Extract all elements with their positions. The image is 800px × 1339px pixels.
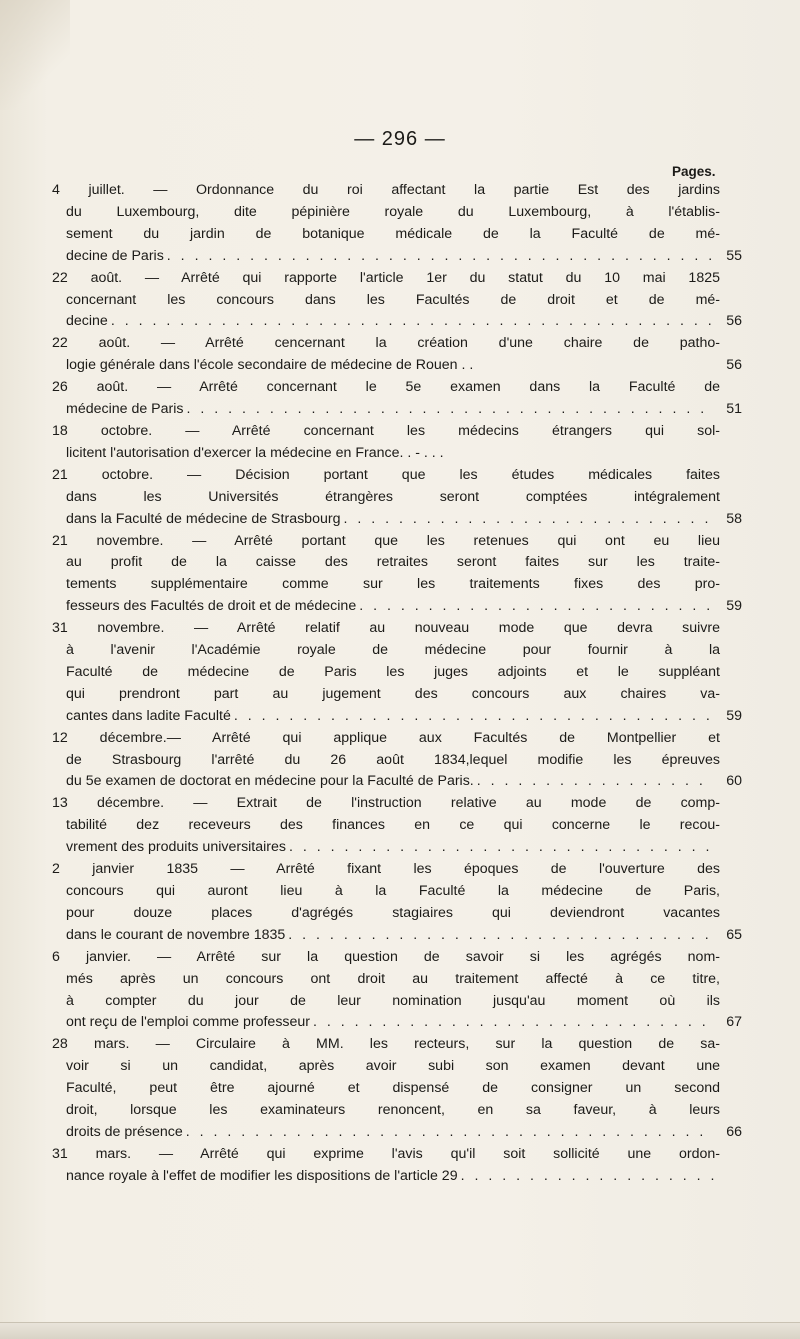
entry-text: droit, lorsque les examinateurs renoncent, en sa faveur, à leurs xyxy=(66,1102,720,1119)
entry-continuation-line xyxy=(52,750,742,772)
entry-continuation-line xyxy=(52,202,742,224)
page-bottom-edge xyxy=(0,1322,800,1339)
toc-entry xyxy=(52,180,742,268)
dot-leader xyxy=(477,771,714,793)
entry-page-number xyxy=(720,443,742,465)
dot-leader xyxy=(313,1012,714,1034)
pages-column-label: Pages. xyxy=(672,164,716,179)
entry-text: 2 janvier 1835 — Arrêté fixant les époques de l'ouverture des xyxy=(52,861,720,878)
dot-leader xyxy=(359,596,714,618)
entry-text: 26 août. — Arrêté concernant le 5e examen dans la Faculté de xyxy=(52,379,720,396)
dot-leader xyxy=(167,246,714,268)
entry-text: 13 décembre. — Extrait de l'instruction relative au mode de comp- xyxy=(52,795,720,812)
toc-entry xyxy=(52,421,742,465)
entry-text: qui prendront part au jugement des concours aux chaires va- xyxy=(66,685,720,702)
entry-text: més après un concours ont droit au traitement affecté à ce titre, xyxy=(66,970,720,987)
entry-continuation-line xyxy=(52,640,742,662)
page-number: — 296 — xyxy=(354,128,446,150)
entry-page-number: 59 xyxy=(726,598,742,615)
entry-first-line xyxy=(52,1144,742,1166)
entry-continuation-line xyxy=(52,443,742,465)
entry-continuation-line xyxy=(52,991,742,1013)
entry-first-line xyxy=(52,465,742,487)
entry-text: ont reçu de l'emploi comme professeur xyxy=(66,1014,311,1031)
entry-continuation-line xyxy=(52,1122,742,1144)
entry-continuation-line xyxy=(52,684,742,706)
entry-continuation-line xyxy=(52,290,742,312)
toc-entry xyxy=(52,947,742,1035)
entry-page-number: 56 xyxy=(726,313,742,330)
entry-continuation-line xyxy=(52,969,742,991)
entry-text: pour douze places d'agrégés stagiaires qui deviendront vacantes xyxy=(66,904,720,921)
entry-page-number xyxy=(720,837,742,859)
toc-entry xyxy=(52,1034,742,1144)
entry-first-line xyxy=(52,421,742,443)
table-of-contents xyxy=(52,180,742,1188)
dot-leader xyxy=(187,399,714,421)
entry-text: à compter du jour de leur nomination jusqu'au moment où ils xyxy=(66,992,720,1009)
entry-first-line xyxy=(52,618,742,640)
entry-text: dans le courant de novembre 1835 xyxy=(66,926,286,943)
entry-text: 31 mars. — Arrêté qui exprime l'avis qu'il soit sollicité une ordon- xyxy=(52,1145,720,1162)
dot-leader xyxy=(234,706,714,728)
entry-text: 21 octobre. — Décision portant que les études médicales faites xyxy=(52,466,720,483)
entry-continuation-line xyxy=(52,1078,742,1100)
toc-entry xyxy=(52,377,742,421)
toc-entry xyxy=(52,618,742,728)
entry-text: dans la Faculté de médecine de Strasbourg xyxy=(66,510,341,527)
entry-text: concours qui auront lieu à la Faculté la médecine de Paris, xyxy=(66,883,720,899)
entry-first-line xyxy=(52,268,742,290)
dot-leader xyxy=(289,837,714,859)
entry-text: decine de Paris xyxy=(66,247,164,264)
entry-text: 22 août. — Arrêté cencernant la création d'une chaire de patho- xyxy=(52,335,720,352)
entry-text: 12 décembre.— Arrêté qui applique aux Facultés de Montpellier et xyxy=(52,729,720,746)
entry-text: cantes dans ladite Faculté xyxy=(66,707,231,724)
toc-entry xyxy=(52,728,742,794)
entry-page-number xyxy=(720,1166,742,1188)
entry-text: 21 novembre. — Arrêté portant que les retenues qui ont eu lieu xyxy=(52,532,720,549)
entry-text: 4 juillet. — Ordonnance du roi affectant la partie Est des jardins xyxy=(52,182,720,198)
entry-page-number: 59 xyxy=(726,707,742,724)
entry-page-number: 67 xyxy=(726,1014,742,1031)
page-edge-shadow xyxy=(0,0,70,110)
entry-continuation-line xyxy=(52,706,742,728)
entry-first-line xyxy=(52,793,742,815)
entry-text: voir si un candidat, après avoir subi son examen devant une xyxy=(66,1058,720,1075)
dot-leader xyxy=(111,311,714,333)
entry-continuation-line xyxy=(52,1100,742,1122)
entry-continuation-line xyxy=(52,1012,742,1034)
entry-continuation-line xyxy=(52,662,742,684)
entry-text: à l'avenir l'Académie royale de médecine pour fournir à la xyxy=(66,642,720,659)
entry-first-line xyxy=(52,947,742,969)
toc-entry xyxy=(52,465,742,531)
toc-entry xyxy=(52,793,742,859)
entry-text: médecine de Paris xyxy=(66,401,184,418)
dot-leader xyxy=(288,925,714,947)
entry-text: concernant les concours dans les Facultés de droit et de mé- xyxy=(66,291,720,308)
entry-first-line xyxy=(52,859,742,881)
entry-continuation-line xyxy=(52,224,742,246)
dot-leader xyxy=(186,1122,714,1144)
entry-text: tements supplémentaire comme sur les traitements fixes des pro- xyxy=(66,576,720,593)
toc-entry xyxy=(52,268,742,334)
entry-text: tabilité dez receveurs des finances en ce qui concerne le recou- xyxy=(66,817,720,834)
entry-page-number: 65 xyxy=(726,926,742,943)
dot-leader xyxy=(343,509,714,531)
entry-text: du 5e examen de doctorat en médecine pour la Faculté de Paris. xyxy=(66,773,474,790)
toc-entry xyxy=(52,333,742,377)
entry-continuation-line xyxy=(52,1166,742,1188)
entry-continuation-line xyxy=(52,509,742,531)
entry-text: 22 août. — Arrêté qui rapporte l'article 1er du statut du 10 mai 1825 xyxy=(52,269,720,286)
entry-text: Faculté, peut être ajourné et dispensé de consigner un second xyxy=(66,1080,720,1097)
entry-first-line xyxy=(52,377,742,399)
entry-text: nance royale à l'effet de modifier les dispositions de l'article 29 xyxy=(66,1167,458,1184)
entry-text: 31 novembre. — Arrêté relatif au nouveau mode que devra suivre xyxy=(52,620,720,637)
entry-page-number: 60 xyxy=(726,773,742,790)
entry-continuation-line xyxy=(52,596,742,618)
entry-text: dans les Universités étrangères seront comptées intégralement xyxy=(66,488,720,505)
entry-text: fesseurs des Facultés de droit et de médecine xyxy=(66,598,357,615)
dot-leader xyxy=(461,1166,714,1188)
entry-page-number: 56 xyxy=(726,357,742,374)
toc-entry xyxy=(52,859,742,947)
entry-text: droits de présence xyxy=(66,1123,183,1140)
entry-continuation-line xyxy=(52,246,742,268)
entry-continuation-line xyxy=(52,881,742,903)
entry-continuation-line xyxy=(52,487,742,509)
entry-text: vrement des produits universitaires xyxy=(66,839,287,856)
entry-continuation-line xyxy=(52,311,742,333)
entry-continuation-line xyxy=(52,574,742,596)
entry-continuation-line xyxy=(52,771,742,793)
entry-text: sement du jardin de botanique médicale de la Faculté de mé- xyxy=(66,225,720,242)
entry-text: licitent l'autorisation d'exercer la médecine en France. . - . . . xyxy=(66,444,444,461)
entry-continuation-line xyxy=(52,925,742,947)
entry-page-number: 55 xyxy=(726,247,742,264)
toc-entry xyxy=(52,531,742,619)
entry-continuation-line xyxy=(52,903,742,925)
entry-first-line xyxy=(52,333,742,355)
entry-text: logie générale dans l'école secondaire de médecine de Rouen . . xyxy=(66,357,474,374)
entry-continuation-line xyxy=(52,815,742,837)
entry-first-line xyxy=(52,180,742,202)
entry-text: 28 mars. — Circulaire à MM. les recteurs, sur la question de sa- xyxy=(52,1036,720,1053)
toc-entry xyxy=(52,1144,742,1188)
entry-first-line xyxy=(52,531,742,553)
entry-text: decine xyxy=(66,313,108,330)
entry-text: Faculté de médecine de Paris les juges adjoints et le suppléant xyxy=(66,663,720,680)
entry-continuation-line xyxy=(52,552,742,574)
entry-text: au profit de la caisse des retraites seront faites sur les traite- xyxy=(66,554,720,571)
entry-continuation-line xyxy=(52,355,742,377)
entry-continuation-line xyxy=(52,837,742,859)
entry-continuation-line xyxy=(52,1056,742,1078)
entry-page-number: 51 xyxy=(726,401,742,418)
entry-page-number: 58 xyxy=(726,510,742,527)
entry-text: de Strasbourg l'arrêté du 26 août 1834,lequel modifie les épreuves xyxy=(66,751,720,768)
entry-page-number: 66 xyxy=(726,1123,742,1140)
entry-text: 18 octobre. — Arrêté concernant les médecins étrangers qui sol- xyxy=(52,422,720,439)
entry-text: 6 janvier. — Arrêté sur la question de savoir si les agrégés nom- xyxy=(52,948,720,965)
entry-continuation-line xyxy=(52,399,742,421)
entry-first-line xyxy=(52,728,742,750)
entry-text: du Luxembourg, dite pépinière royale du Luxembourg, à l'établis- xyxy=(66,203,720,220)
entry-first-line xyxy=(52,1034,742,1056)
